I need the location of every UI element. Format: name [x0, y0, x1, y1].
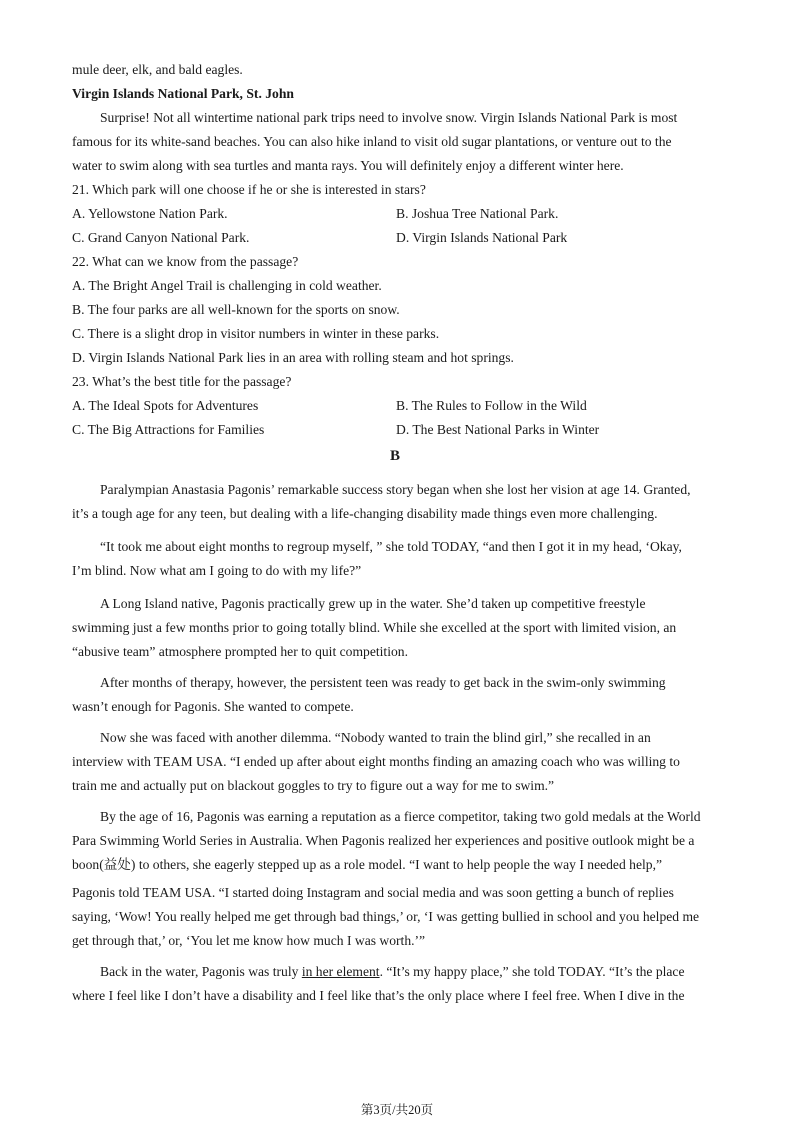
question-21-option-d: D. Virgin Islands National Park: [396, 230, 568, 245]
passage-b-p6-line-2: Para Swimming World Series in Australia. When Pagonis realized her experiences and positive outlook might be a: [72, 833, 695, 848]
passage-b-p2-line-1: “It took me about eight months to regroup myself, ” she told TODAY, “and then I got it in my head, ‘Okay,: [100, 539, 682, 554]
p7-text-before: Back in the water, Pagonis was truly: [100, 964, 302, 979]
passage-b-p6-line-5: saying, ‘Wow! You really helped me get through bad things,’ or, ‘I was getting bullied in school and you helped me: [72, 909, 700, 924]
passage-b-p5-line-3: train me and actually put on blackout goggles to try to figure out a way for me to swim.”: [72, 778, 555, 793]
virgin-islands-line-3: water to swim along with sea turtles and manta rays. You will definitely enjoy a different winter here.: [72, 158, 624, 173]
question-23-option-c: C. The Big Attractions for Families: [72, 422, 265, 437]
p7-text-after: . “It’s my happy place,” she told TODAY. “It’s the place: [379, 964, 685, 979]
passage-b-p4-line-1: After months of therapy, however, the persistent teen was ready to get back in the swim-only swimming: [100, 675, 666, 690]
question-21-option-a: A. Yellowstone Nation Park.: [72, 206, 228, 221]
passage-b-p5-line-1: Now she was faced with another dilemma. “Nobody wanted to train the blind girl,” she recalled in an: [100, 730, 651, 745]
passage-b-p7-line-2: where I feel like I don’t have a disability and I feel like that’s the only place where I feel free. When I dive in the: [72, 988, 685, 1003]
passage-b-p1-line-2: it’s a tough age for any teen, but dealing with a life-changing disability made things even more challenging.: [72, 506, 658, 521]
passage-b-p6-line-4: Pagonis told TEAM USA. “I started doing Instagram and social media and was soon getting a bunch of replies: [72, 885, 674, 900]
passage-b-p3-line-2: swimming just a few months prior to going totally blind. While she excelled at the sport with limited vision, an: [72, 620, 677, 635]
question-21-option-c: C. Grand Canyon National Park.: [72, 230, 250, 245]
question-22-stem: 22. What can we know from the passage?: [72, 254, 299, 269]
passage-b-p3-line-1: A Long Island native, Pagonis practically grew up in the water. She’d taken up competitive freestyle: [100, 596, 646, 611]
question-23-stem: 23. What’s the best title for the passage?: [72, 374, 292, 389]
passage-b-p5-line-2: interview with TEAM USA. “I ended up after about eight months finding an amazing coach who was willing to: [72, 754, 680, 769]
question-22-option-b: B. The four parks are all well-known for the sports on snow.: [72, 302, 400, 317]
question-21-stem: 21. Which park will one choose if he or she is interested in stars?: [72, 182, 426, 197]
passage-b-p6-line-6: get through that,’ or, ‘You let me know how much I was worth.’”: [72, 933, 426, 948]
virgin-islands-line-1: Surprise! Not all wintertime national park trips need to involve snow. Virgin Islands National Park is most: [100, 110, 678, 125]
passage-b-p3-line-3: “abusive team” atmosphere prompted her to quit competition.: [72, 644, 408, 659]
passage-b-p6-line-3: boon(益处) to others, she eagerly stepped up as a role model. “I want to help people the way I needed help,”: [72, 857, 663, 872]
virgin-islands-line-2: famous for its white-sand beaches. You can also hike inland to visit old sugar plantations, or venture out to the: [72, 134, 672, 149]
question-23-option-a: A. The Ideal Spots for Adventures: [72, 398, 259, 413]
question-22-option-a: A. The Bright Angel Trail is challenging in cold weather.: [72, 278, 382, 293]
passage-b-p2-line-2: I’m blind. Now what am I going to do with my life?”: [72, 563, 362, 578]
page-number-footer: 第3页/共20页: [360, 1103, 434, 1117]
section-b-heading: B: [390, 448, 401, 464]
underlined-phrase: in her element: [301, 964, 380, 979]
passage-a-carry-over-line: mule deer, elk, and bald eagles.: [72, 62, 243, 77]
question-21-option-b: B. Joshua Tree National Park.: [396, 206, 559, 221]
question-23-option-d: D. The Best National Parks in Winter: [396, 422, 600, 437]
passage-b-p7-line-1: [100, 963, 685, 981]
passage-b-p4-line-2: wasn’t enough for Pagonis. She wanted to compete.: [72, 699, 354, 714]
passage-b-p6-line-1: By the age of 16, Pagonis was earning a reputation as a fierce competitor, taking two gold medals at the World: [100, 809, 701, 824]
question-22-option-c: C. There is a slight drop in visitor numbers in winter in these parks.: [72, 326, 440, 341]
virgin-islands-heading: Virgin Islands National Park, St. John: [72, 86, 294, 101]
passage-b-p1-line-1: Paralympian Anastasia Pagonis’ remarkable success story began when she lost her vision at age 14. Granted,: [100, 482, 691, 497]
question-22-option-d: D. Virgin Islands National Park lies in an area with rolling steam and hot springs.: [72, 350, 514, 365]
question-23-option-b: B. The Rules to Follow in the Wild: [396, 398, 587, 413]
